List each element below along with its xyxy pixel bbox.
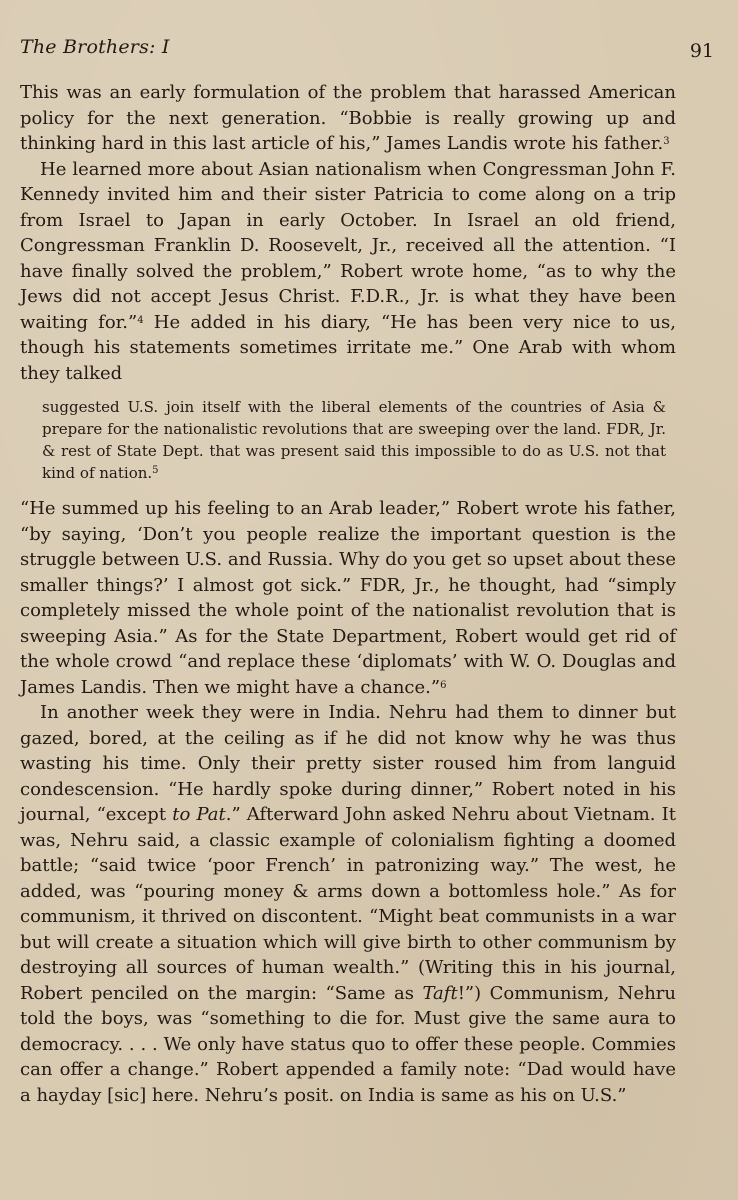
paragraph-4: In another week they were in India. Nehru had them to dinner but gazed, bored, at the ceiling as if he did not know why he was thus wasting his time. Only their pretty sister roused him from languid condescension. “He hardly spoke during dinner,” Robert noted in his journal, “except to Pat.” Afterward John asked Nehru about Vietnam. It was, Nehru said, a classic example of colonialism fighting a doomed battle; “said twice ‘poor French’ in patronizing way.” The west, he added, was “pouring money & arms down a bottomless hole.” As for communism, it thrived on discontent. “Might beat communists in a war but will create a situation which will give birth to other communism by destroying all sources of human wealth.” (Writing this in his journal, Robert penciled on the margin: “Same as Taft!”) Communism, Nehru told the boys, was “something to die for. Must give the same aura to democracy. . . . We only have status quo to offer these people. Commies can offer a change.” Robert appended a family note: “Dad would have a hayday [sic] here. Nehru’s posit. on India is same as his on U.S.” [20,702,677,1106]
block-quote: suggested U.S. join itself with the liberal elements of the countries of Asia & prepare for the nationalistic revolutions that are sweeping over the land. FDR, Jr. & rest of State Dept. that was present said this impossible to do as U.S. not that kind of nation.$^5$ [42,398,666,482]
paragraph-1: This was an early formulation of the problem that harassed American policy for the next generation. “Bobbie is really growing up and thinking hard in this last article of his,” James Landis wrote his father.$^3$ [20,82,676,154]
footnote-ref: 4 [137,314,144,326]
paragraph-3: “He summed up his feeling to an Arab leader,” Robert wrote his father, “by saying, ‘Don’t you people realize the important question is the struggle between U.S. and Russia. Why do you get so upset about these smaller things?’ I almost got sick.” FDR, Jr., he thought, had “simply completely missed the whole point of the nationalist revolution that is sweeping Asia.” As for the State Department, Robert would get rid of the whole crowd “and replace these ‘diplomats’ with W. O. Douglas and James Landis. Then we might have a chance.”$^6$ [20,498,676,698]
footnote-ref: 3 [663,136,670,147]
page-body [20,80,676,1108]
footnote-ref: 6 [440,679,447,691]
footnote-ref: 5 [152,465,159,476]
running-head: The Brothers: I [20,36,170,58]
page-number: 91 [689,40,714,62]
paragraph-2: He learned more about Asian nationalism when Congressman John F. Kennedy invited him and their sister Patricia to come along on a trip from Israel to Japan in early October. In Israel an old friend, Congressman Franklin D. Roosevelt, Jr., received all the attention. “I have finally solved the problem,” Robert wrote home, “as to why the Jews did not accept Jesus Christ. F.D.R., Jr. is what they have been waiting for.”$^4$ He added in his diary, “He has been very nice to us, though his statements sometimes irritate me.” One Arab with whom they talked [20,158,676,384]
page-header [20,36,714,66]
